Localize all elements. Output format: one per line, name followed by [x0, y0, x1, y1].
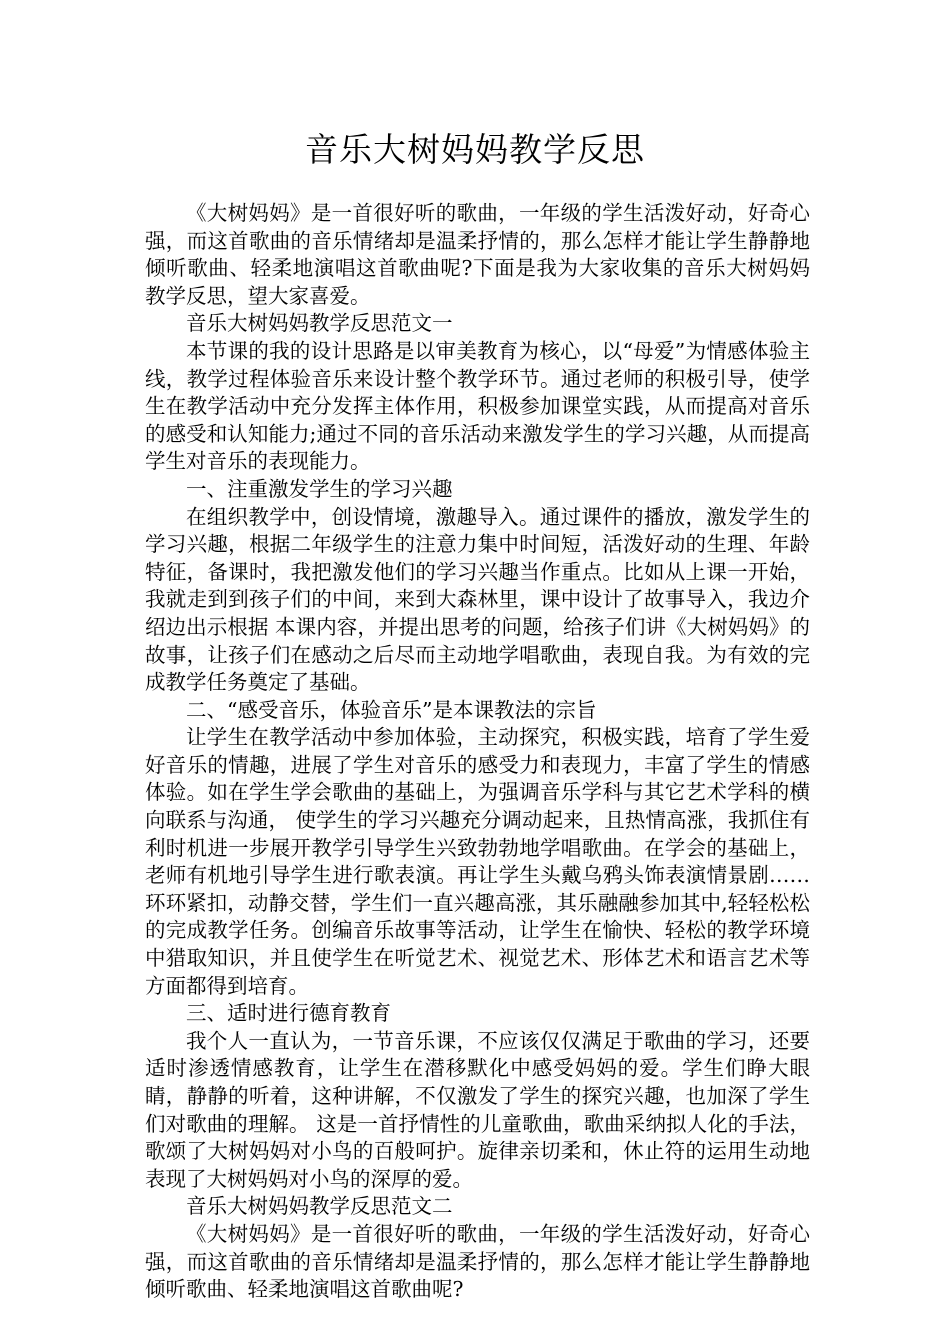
paragraph-moral-education: 我个人一直认为，一节音乐课，不应该仅仅满足于歌曲的学习，还要适时渗透情感教育，让学生在潜移默化中感受妈妈的爱。学生们睁大眼睛，静静的听着，这种讲解，不仅激发了学生的探究兴趣，也加深了学生们对歌曲的理解。 这是一首抒情性的儿童歌曲，歌曲采纳拟人化的手法，歌颂了大树妈妈对小鸟的百般呵护。旋律亲切柔和，休止符的运用生动地表现了大树妈妈对小鸟的深厚的爱。 [145, 1028, 810, 1191]
section-heading-sample-1: 音乐大树妈妈教学反思范文一 [186, 311, 453, 336]
document-body [145, 200, 810, 1304]
section-heading-sample-2: 音乐大树妈妈教学反思范文二 [186, 1194, 453, 1219]
paragraph-design-idea: 本节课的我的设计思路是以审美教育为核心，以“母爱”为情感体验主线，教学过程体验音乐来设计整个教学环节。通过老师的积极引导，使学生在教学活动中充分发挥主体作用，积极参加课堂实践，从而提高对音乐的感受和认知能力;通过不同的音乐活动来激发学生的学习兴趣，从而提高学生对音乐的表现能力。 [145, 338, 810, 474]
subheading-1: 一、注重激发学生的学习兴趣 [186, 476, 453, 501]
subheading-3: 三、适时进行德育教育 [186, 1001, 391, 1026]
paragraph-experience: 让学生在教学活动中参加体验，主动探究，积极实践，培育了学生爱好音乐的情趣，进展了学生对音乐的感受力和表现力，丰富了学生的情感体验。如在学生学会歌曲的基础上，为强调音乐学科与其它艺术学科的横向联系与沟通， 使学生的学习兴趣充分调动起来，且热情高涨，我抓住有利时机进一步展开教学引导学生兴致勃勃地学唱歌曲。在学会的基础上，老师有机地引导学生进行歌表演。再让学生头戴乌鸦头饰表演情景剧……环环紧扣，动静交替，学生们一直兴趣高涨，其乐融融参加其中,轻轻松松的完成教学任务。创编音乐故事等活动，让学生在愉快、轻松的教学环境中猎取知识，并且使学生在听觉艺术、视觉艺术、形体艺术和语言艺术等方面都得到培育。 [145, 725, 810, 998]
paragraph-interest: 在组织教学中，创设情境，激趣导入。通过课件的播放，激发学生的学习兴趣，根据二年级学生的注意力集中时间短，活泼好动的生理、年龄特征，备课时，我把激发他们的学习兴趣当作重点。比如从上课一开始，我就走到到孩子们的中间，来到大森林里，课中设计了故事导入，我边介绍边出示根据 本课内容，并提出思考的问题，给孩子们讲《大树妈妈》的故事，让孩子们在感动之后尽而主动地学唱歌曲，表现自我。为有效的完成教学任务奠定了基础。 [145, 504, 810, 695]
paragraph-sample-2: 《大树妈妈》是一首很好听的歌曲，一年级的学生活泼好动，好奇心强，而这首歌曲的音乐情绪却是温柔抒情的，那么怎样才能让学生静静地倾听歌曲、轻柔地演唱这首歌曲呢? [145, 1221, 810, 1302]
subheading-2: 二、“感受音乐，体验音乐”是本课教法的宗旨 [186, 697, 597, 722]
document-title: 音乐大树妈妈教学反思 [305, 130, 645, 169]
paragraph-intro: 《大树妈妈》是一首很好听的歌曲，一年级的学生活泼好动，好奇心强，而这首歌曲的音乐情绪却是温柔抒情的，那么怎样才能让学生静静地倾听歌曲、轻柔地演唱这首歌曲呢?下面是我为大家收集的音乐大树妈妈教学反思，望大家喜爱。 [145, 201, 810, 308]
